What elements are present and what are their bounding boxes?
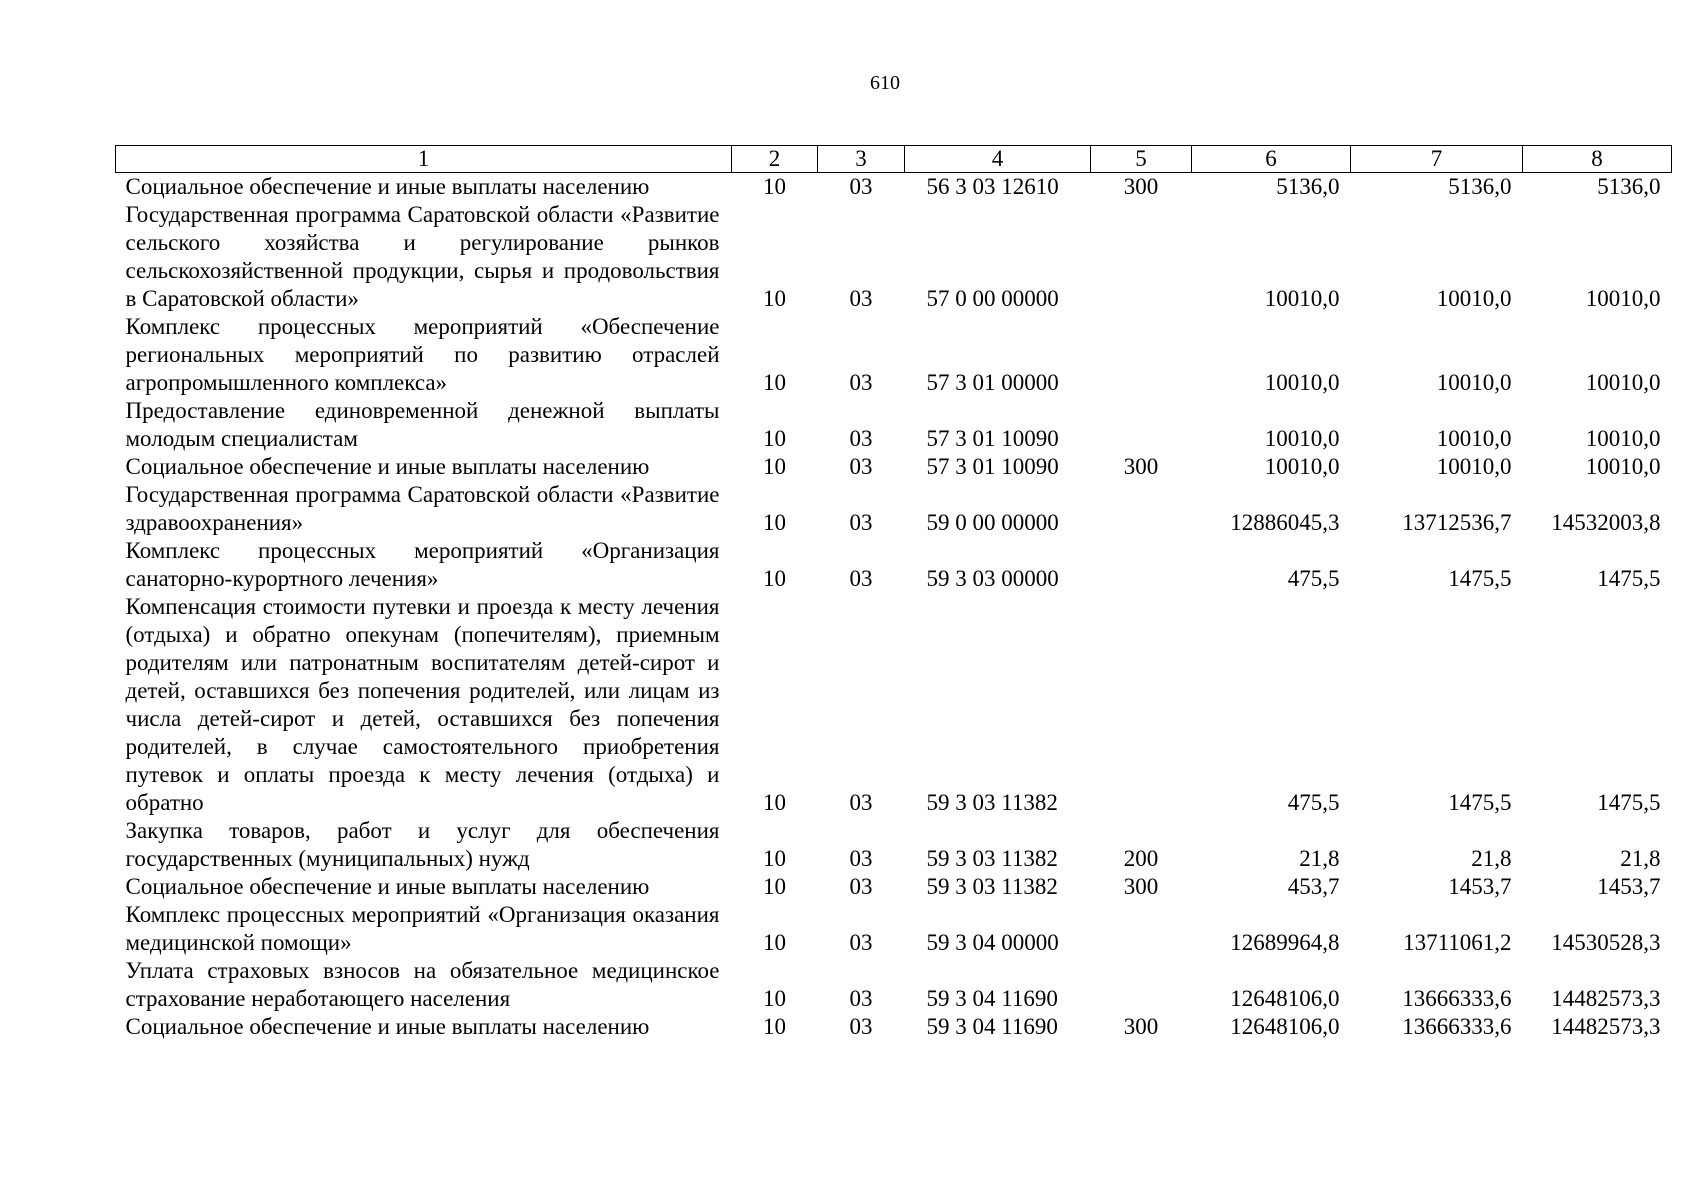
- row-expense-type: 300: [1123, 874, 1159, 899]
- header-row: [116, 146, 1672, 173]
- row-name: Комплекс процессных мероприятий «Организация оказания медицинской помощи»: [125, 902, 720, 955]
- row-subsection: 03: [849, 454, 873, 479]
- row-target-article: 57 3 01 10090: [926, 454, 1059, 479]
- row-section: 10: [763, 370, 786, 395]
- table-row: [116, 173, 1672, 202]
- table-row: [116, 313, 1672, 397]
- table-row: [116, 397, 1672, 453]
- row-subsection: 03: [849, 874, 873, 899]
- row-name: Социальное обеспечение и иные выплаты населению: [125, 874, 650, 899]
- row-section: 10: [763, 790, 786, 815]
- row-name: Предоставление единовременной денежной выплаты молодым специалистам: [125, 398, 720, 451]
- row-subsection: 03: [849, 566, 873, 591]
- row-target-article: 57 0 00 00000: [926, 286, 1059, 311]
- row-value-year1: 12648106,0: [1230, 986, 1340, 1011]
- row-name: Государственная программа Саратовской области «Развитие здравоохранения»: [125, 482, 720, 535]
- table-row: [116, 957, 1672, 1013]
- row-expense-type: [1091, 537, 1192, 593]
- table-row: [116, 817, 1672, 873]
- row-subsection: 03: [849, 286, 873, 311]
- row-value-year3: 14482573,3: [1551, 986, 1661, 1011]
- row-value-year1: 475,5: [1287, 790, 1340, 815]
- row-target-article: 59 3 03 11382: [926, 790, 1058, 815]
- row-expense-type: [1091, 313, 1192, 397]
- row-value-year1: 10010,0: [1264, 426, 1340, 451]
- row-name: Уплата страховых взносов на обязательное медицинское страхование неработающего населения: [125, 958, 720, 1011]
- row-expense-type: [1091, 593, 1192, 817]
- table-row: [116, 593, 1672, 817]
- row-subsection: 03: [849, 790, 873, 815]
- header-col-4: 4: [905, 146, 1091, 173]
- row-value-year1: 5136,0: [1276, 174, 1340, 199]
- row-value-year2: 13666333,6: [1402, 986, 1512, 1011]
- row-section: 10: [763, 874, 786, 899]
- row-subsection: 03: [849, 370, 873, 395]
- row-section: 10: [763, 930, 786, 955]
- row-expense-type: [1091, 957, 1192, 1013]
- row-value-year1: 10010,0: [1264, 454, 1340, 479]
- row-value-year2: 13712536,7: [1402, 510, 1512, 535]
- row-name: Социальное обеспечение и иные выплаты населению: [125, 1014, 650, 1039]
- row-value-year3: 10010,0: [1585, 370, 1661, 395]
- row-target-article: 59 0 00 00000: [926, 510, 1059, 535]
- row-name: Социальное обеспечение и иные выплаты населению: [125, 174, 650, 199]
- header-col-5: 5: [1091, 146, 1192, 173]
- row-name: Государственная программа Саратовской области «Развитие сельского хозяйства и регулирование рынков сельскохозяйственной продукции, сырья и продовольствия в Саратовской области»: [125, 202, 720, 311]
- row-value-year3: 14532003,8: [1551, 510, 1661, 535]
- row-value-year2: 13666333,6: [1402, 1014, 1512, 1039]
- row-subsection: 03: [849, 846, 873, 871]
- header-col-3: 3: [818, 146, 905, 173]
- row-value-year2: 13711061,2: [1403, 930, 1512, 955]
- row-name: Компенсация стоимости путевки и проезда к месту лечения (отдыха) и обратно опекунам (попечителям), приемным родителям или патронатным воспитателям детей-сирот и детей, оставшихся без попечения родителей, или лицам из числа детей-сирот и детей, оставшихся без попечения родителей, в случае самостоятельного приобретения путевок и оплаты проезда к месту лечения (отдыха) и обратно: [125, 594, 720, 815]
- row-section: 10: [763, 566, 786, 591]
- row-subsection: 03: [849, 986, 873, 1011]
- header-col-1: 1: [116, 146, 732, 173]
- row-expense-type: [1091, 201, 1192, 313]
- row-value-year1: 10010,0: [1264, 286, 1340, 311]
- row-target-article: 59 3 03 11382: [926, 846, 1058, 871]
- row-value-year3: 1453,7: [1597, 874, 1661, 899]
- row-target-article: 59 3 03 11382: [926, 874, 1058, 899]
- row-value-year3: 1475,5: [1597, 790, 1661, 815]
- row-value-year1: 453,7: [1287, 874, 1340, 899]
- table-row: [116, 481, 1672, 537]
- row-section: 10: [763, 454, 786, 479]
- row-expense-type: 300: [1123, 174, 1159, 199]
- row-value-year1: 10010,0: [1264, 370, 1340, 395]
- row-value-year2: 1475,5: [1448, 566, 1512, 591]
- row-expense-type: 300: [1123, 1014, 1159, 1039]
- row-subsection: 03: [849, 930, 873, 955]
- row-target-article: 57 3 01 00000: [926, 370, 1059, 395]
- header-col-2: 2: [732, 146, 818, 173]
- row-section: 10: [763, 846, 786, 871]
- row-value-year2: 1453,7: [1448, 874, 1512, 899]
- row-value-year1: 21,8: [1299, 846, 1340, 871]
- row-section: 10: [763, 510, 786, 535]
- row-value-year1: 475,5: [1287, 566, 1340, 591]
- page-number: 610: [870, 72, 900, 94]
- row-expense-type: 200: [1123, 846, 1159, 871]
- table-row: [116, 901, 1672, 957]
- row-value-year1: 12886045,3: [1230, 510, 1340, 535]
- row-value-year1: 12689964,8: [1230, 930, 1340, 955]
- row-expense-type: [1091, 481, 1192, 537]
- row-subsection: 03: [849, 510, 873, 535]
- row-value-year2: 10010,0: [1436, 370, 1512, 395]
- row-section: 10: [763, 426, 786, 451]
- row-target-article: 57 3 01 10090: [926, 426, 1059, 451]
- row-value-year2: 21,8: [1471, 846, 1512, 871]
- row-target-article: 59 3 04 11690: [926, 1014, 1058, 1039]
- row-value-year2: 10010,0: [1436, 454, 1512, 479]
- table-row: [116, 201, 1672, 313]
- row-value-year2: 10010,0: [1436, 426, 1512, 451]
- row-target-article: 59 3 04 00000: [926, 930, 1059, 955]
- row-section: 10: [763, 174, 786, 199]
- row-expense-type: [1091, 397, 1192, 453]
- row-value-year2: 1475,5: [1448, 790, 1512, 815]
- row-value-year3: 5136,0: [1597, 174, 1661, 199]
- row-target-article: 59 3 03 00000: [926, 566, 1059, 591]
- table-row: [116, 1013, 1672, 1041]
- row-section: 10: [763, 986, 786, 1011]
- table-row: [116, 537, 1672, 593]
- header-col-7: 7: [1351, 146, 1523, 173]
- row-value-year3: 21,8: [1620, 846, 1661, 871]
- row-section: 10: [763, 286, 786, 311]
- row-section: 10: [763, 1014, 786, 1039]
- row-subsection: 03: [849, 426, 873, 451]
- row-target-article: 56 3 03 12610: [926, 174, 1059, 199]
- row-value-year3: 10010,0: [1585, 426, 1661, 451]
- row-name: Закупка товаров, работ и услуг для обеспечения государственных (муниципальных) нужд: [125, 818, 720, 871]
- row-target-article: 59 3 04 11690: [926, 986, 1058, 1011]
- header-col-6: 6: [1192, 146, 1351, 173]
- row-value-year3: 10010,0: [1585, 286, 1661, 311]
- header-col-8: 8: [1523, 146, 1672, 173]
- row-value-year3: 14530528,3: [1551, 930, 1661, 955]
- table-row: [116, 453, 1672, 481]
- budget-table: [115, 145, 1672, 1041]
- row-value-year3: 14482573,3: [1551, 1014, 1661, 1039]
- row-value-year3: 10010,0: [1585, 454, 1661, 479]
- row-name: Социальное обеспечение и иные выплаты населению: [125, 454, 650, 479]
- row-expense-type: 300: [1123, 454, 1159, 479]
- row-value-year1: 12648106,0: [1230, 1014, 1340, 1039]
- row-value-year2: 10010,0: [1436, 286, 1512, 311]
- row-subsection: 03: [849, 1014, 873, 1039]
- row-value-year2: 5136,0: [1448, 174, 1512, 199]
- row-name: Комплекс процессных мероприятий «Организация санаторно-курортного лечения»: [125, 538, 720, 591]
- row-value-year3: 1475,5: [1597, 566, 1661, 591]
- row-name: Комплекс процессных мероприятий «Обеспечение региональных мероприятий по развитию отраслей агропромышленного комплекса»: [125, 314, 720, 395]
- table-row: [116, 873, 1672, 901]
- table-body: [116, 173, 1672, 1042]
- row-expense-type: [1091, 901, 1192, 957]
- row-subsection: 03: [849, 174, 873, 199]
